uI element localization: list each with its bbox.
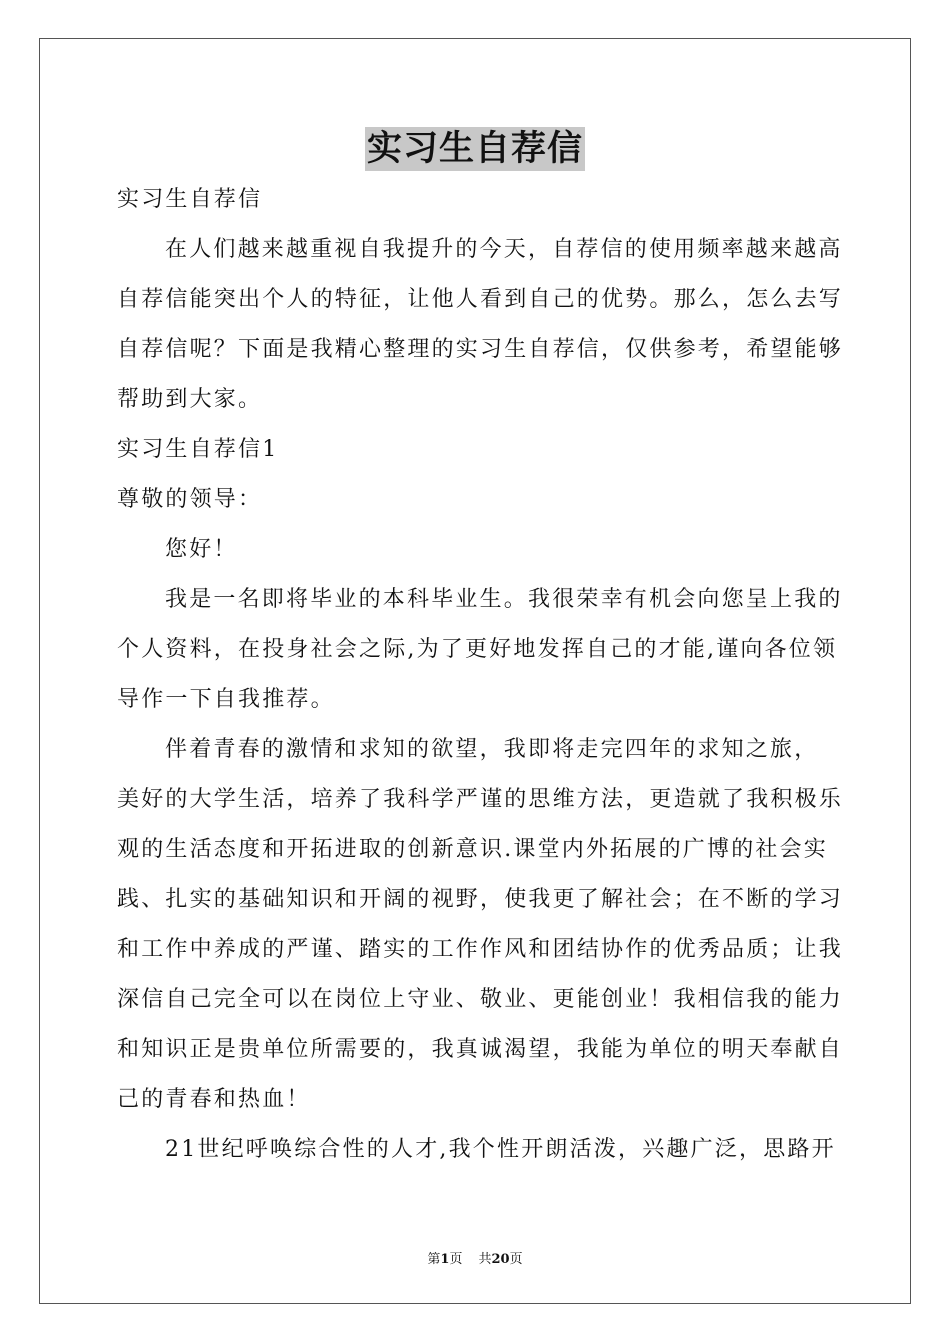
text-line: 个人资料，在投身社会之际,为了更好地发挥自己的才能,谨向各位领	[117, 637, 838, 662]
total-pages: 20	[491, 1252, 510, 1267]
text-line: 尊敬的领导：	[117, 487, 263, 512]
text-line: 和工作中养成的严谨、踏实的工作作风和团结协作的优秀品质；让我	[117, 937, 844, 962]
text-line: 观的生活态度和开拓进取的创新意识.课堂内外拓展的广博的社会实	[117, 837, 828, 862]
text-line: 深信自己完全可以在岗位上守业、敬业、更能创业！我相信我的能力	[117, 987, 844, 1012]
title-area	[0, 127, 950, 171]
page-suffix: 页	[449, 1252, 463, 1267]
document-title: 实习生自荐信	[366, 129, 583, 169]
page-prefix: 第	[427, 1252, 441, 1267]
page-footer	[0, 1248, 950, 1267]
text-line: 导作一下自我推荐。	[117, 687, 335, 712]
total-suffix: 页	[509, 1252, 523, 1267]
text-line: 帮助到大家。	[117, 387, 263, 412]
text-line: 我是一名即将毕业的本科毕业生。我很荣幸有机会向您呈上我的	[165, 587, 843, 612]
text-line: 践、扎实的基础知识和开阔的视野，使我更了解社会；在不断的学习	[117, 887, 844, 912]
text-line: 您好！	[165, 537, 238, 562]
text-line: 自荐信能突出个人的特征，让他人看到自己的优势。那么，怎么去写	[117, 287, 844, 312]
text-line: 伴着青春的激情和求知的欲望，我即将走完四年的求知之旅，	[165, 737, 819, 762]
text-line: 美好的大学生活，培养了我科学严谨的思维方法，更造就了我积极乐	[117, 787, 844, 812]
page-number: 1	[440, 1252, 450, 1267]
total-prefix: 共	[478, 1252, 492, 1267]
text-line: 自荐信呢？下面是我精心整理的实习生自荐信，仅供参考，希望能够	[117, 337, 844, 362]
text-line: 己的青春和热血！	[117, 1087, 311, 1112]
text-line: 实习生自荐信1	[117, 437, 279, 462]
text-line: 实习生自荐信	[117, 187, 263, 212]
text-line: 在人们越来越重视自我提升的今天，自荐信的使用频率越来越高	[165, 237, 843, 262]
text-line: 和知识正是贵单位所需要的，我真诚渴望，我能为单位的明天奉献自	[117, 1037, 844, 1062]
text-line: 21世纪呼唤综合性的人才,我个性开朗活泼，兴趣广泛，思路开	[165, 1137, 836, 1162]
document-body	[117, 175, 844, 1175]
